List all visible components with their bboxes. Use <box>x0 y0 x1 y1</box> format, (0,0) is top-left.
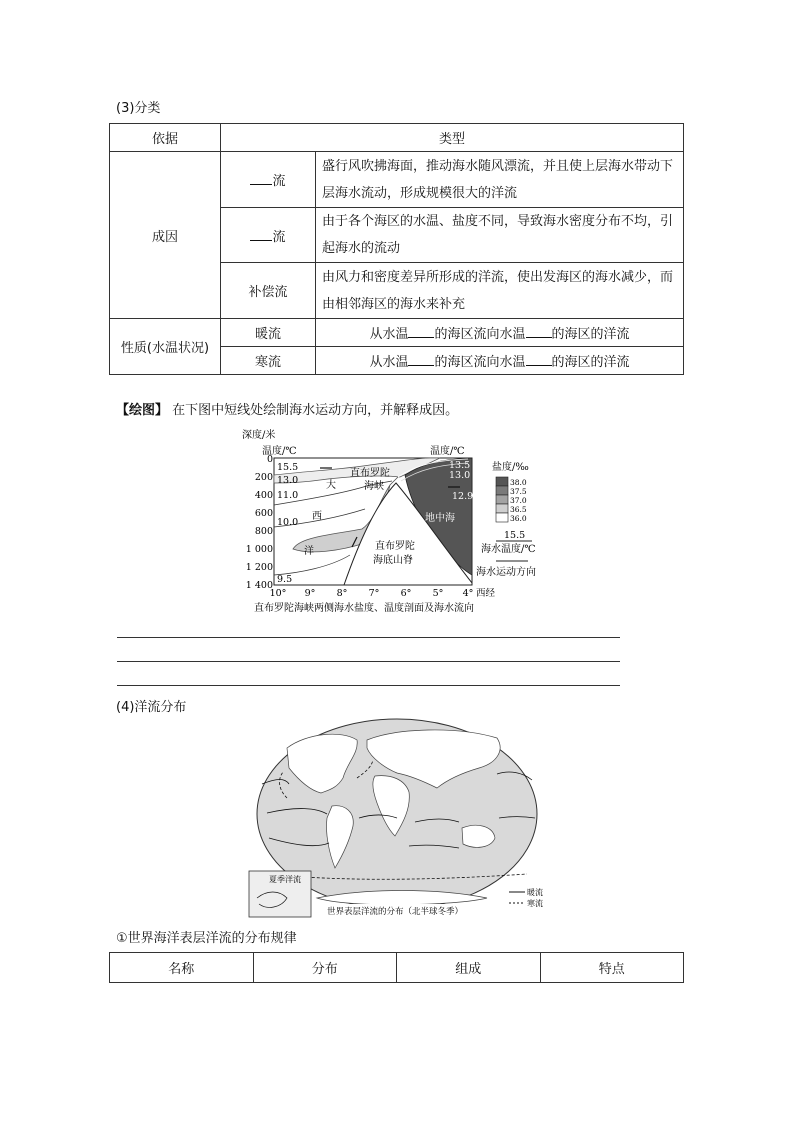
depth-tick: 1 200 <box>245 562 273 573</box>
lon-tick: 10° <box>269 588 287 599</box>
blank[interactable] <box>250 229 272 241</box>
warm-legend-label: 暖流 <box>527 888 543 897</box>
depth-tick: 600 <box>254 508 273 519</box>
ridge-label-1: 直布罗陀 <box>375 541 415 552</box>
flow-legend-label: 海水运动方向 <box>476 567 536 578</box>
drawing-tag: 【绘图】 <box>116 403 169 418</box>
depth-tick: 400 <box>254 490 273 501</box>
depth-tick: 200 <box>254 472 273 483</box>
ocean-char-1: 大 <box>326 480 336 491</box>
salinity-value: 36.5 <box>510 505 527 514</box>
longitude-ticks <box>270 588 474 599</box>
depth-tick: 800 <box>254 526 273 537</box>
warm-current-name: 暖流 <box>221 319 316 347</box>
temp-label-right: 温度/℃ <box>430 446 465 457</box>
blank[interactable] <box>526 354 552 366</box>
blank[interactable] <box>408 326 434 338</box>
col-header-distribution: 分布 <box>253 953 397 983</box>
cold-legend-label: 寒流 <box>527 899 543 908</box>
blank[interactable] <box>526 326 552 338</box>
ocean-char-3: 洋 <box>304 546 314 557</box>
section-4-title: (4)洋流分布 <box>116 700 187 715</box>
cause-cell: 成因 <box>110 152 221 319</box>
lon-tick: 7° <box>368 588 380 599</box>
sea-temp-legend-label: 海水温度/℃ <box>481 544 536 555</box>
inset-label: 夏季洋流 <box>269 875 301 884</box>
salinity-swatch <box>496 504 508 513</box>
salinity-swatch <box>496 477 508 486</box>
current-name-3: 补偿流 <box>221 263 316 319</box>
depth-tick: 0 <box>266 454 273 465</box>
salinity-legend <box>496 477 527 523</box>
current-desc-3: 由风力和密度差异所形成的洋流，使出发海区的海水减少，而由相邻海区的海水来补充 <box>316 263 684 319</box>
section-3-title: (3)分类 <box>116 101 161 116</box>
cold-current-desc: 从水温 的海区流向水温 的海区的洋流 <box>316 347 684 375</box>
lon-tick: 8° <box>336 588 348 599</box>
distribution-table <box>109 952 684 983</box>
depth-tick: 1 400 <box>245 580 273 591</box>
current-desc-1: 盛行风吹拂海面，推动海水随风漂流，并且使上层海水带动下层海水流动，形成规模很大的洋流 <box>316 152 684 208</box>
gibraltar-profile-figure <box>240 425 560 620</box>
depth-tick: 1 000 <box>245 544 273 555</box>
lon-tick: 6° <box>400 588 412 599</box>
current-desc-2: 由于各个海区的水温、盐度不同，导致海水密度分布不均，引起海水的流动 <box>316 208 684 263</box>
depth-ticks <box>246 454 273 591</box>
salinity-value: 37.5 <box>510 487 527 496</box>
temp-value: 12.9 <box>452 491 474 502</box>
property-cell: 性质(水温状况) <box>110 319 221 375</box>
lon-tick: 4° <box>462 588 474 599</box>
strait-label-1: 直布罗陀 <box>350 468 390 479</box>
salinity-swatch <box>496 513 508 522</box>
header-type: 类型 <box>221 124 684 152</box>
world-ocean-current-map <box>247 718 547 920</box>
warm-current-desc: 从水温 的海区流向水温 的海区的洋流 <box>316 319 684 347</box>
salinity-value: 37.0 <box>510 496 527 505</box>
temp-label-left: 温度/℃ <box>262 446 297 457</box>
temp-value: 10.0 <box>277 517 299 528</box>
figure-caption: 直布罗陀海峡两侧海水盐度、温度剖面及海水流向 <box>254 603 474 614</box>
blank[interactable] <box>250 173 272 185</box>
col-header-features: 特点 <box>540 953 684 983</box>
drawing-text: 在下图中短线处绘制海水运动方向，并解释成因。 <box>172 403 459 418</box>
lon-tick: 5° <box>432 588 444 599</box>
current-name-1: 流 <box>221 152 316 208</box>
salinity-swatch <box>496 486 508 495</box>
current-name-2: 流 <box>221 208 316 263</box>
depth-axis-label: 深度/米 <box>242 430 276 441</box>
classification-table <box>109 123 684 375</box>
temp-value: 15.5 <box>277 462 299 473</box>
col-header-name: 名称 <box>110 953 254 983</box>
mediterranean-label: 地中海 <box>425 513 455 524</box>
sea-temp-value: 15.5 <box>504 530 526 541</box>
temp-value: 13.0 <box>449 470 471 481</box>
answer-line[interactable] <box>117 637 620 638</box>
lon-tick: 9° <box>304 588 316 599</box>
ridge-label-2: 海底山脊 <box>373 555 413 566</box>
map-caption: 世界表层洋流的分布（北半球冬季） <box>327 907 464 917</box>
answer-line[interactable] <box>117 661 620 662</box>
temp-value: 11.0 <box>277 490 299 501</box>
salinity-legend-title: 盐度/‰ <box>492 462 529 473</box>
answer-line[interactable] <box>117 685 620 686</box>
cold-current-name: 寒流 <box>221 347 316 375</box>
temp-value: 9.5 <box>277 574 293 585</box>
temp-value: 13.0 <box>277 475 299 486</box>
drawing-task <box>116 399 458 418</box>
ocean-char-2: 西 <box>312 511 322 522</box>
pattern-title: ①世界海洋表层洋流的分布规律 <box>116 931 297 946</box>
west-longitude-label: 西经 <box>476 588 496 599</box>
header-basis: 依据 <box>110 124 221 152</box>
temp-value: 13.5 <box>449 460 471 471</box>
salinity-value: 36.0 <box>510 514 527 523</box>
col-header-composition: 组成 <box>397 953 541 983</box>
salinity-value: 38.0 <box>510 478 527 487</box>
salinity-swatch <box>496 495 508 504</box>
blank[interactable] <box>408 354 434 366</box>
strait-label-2: 海峡 <box>364 481 384 492</box>
